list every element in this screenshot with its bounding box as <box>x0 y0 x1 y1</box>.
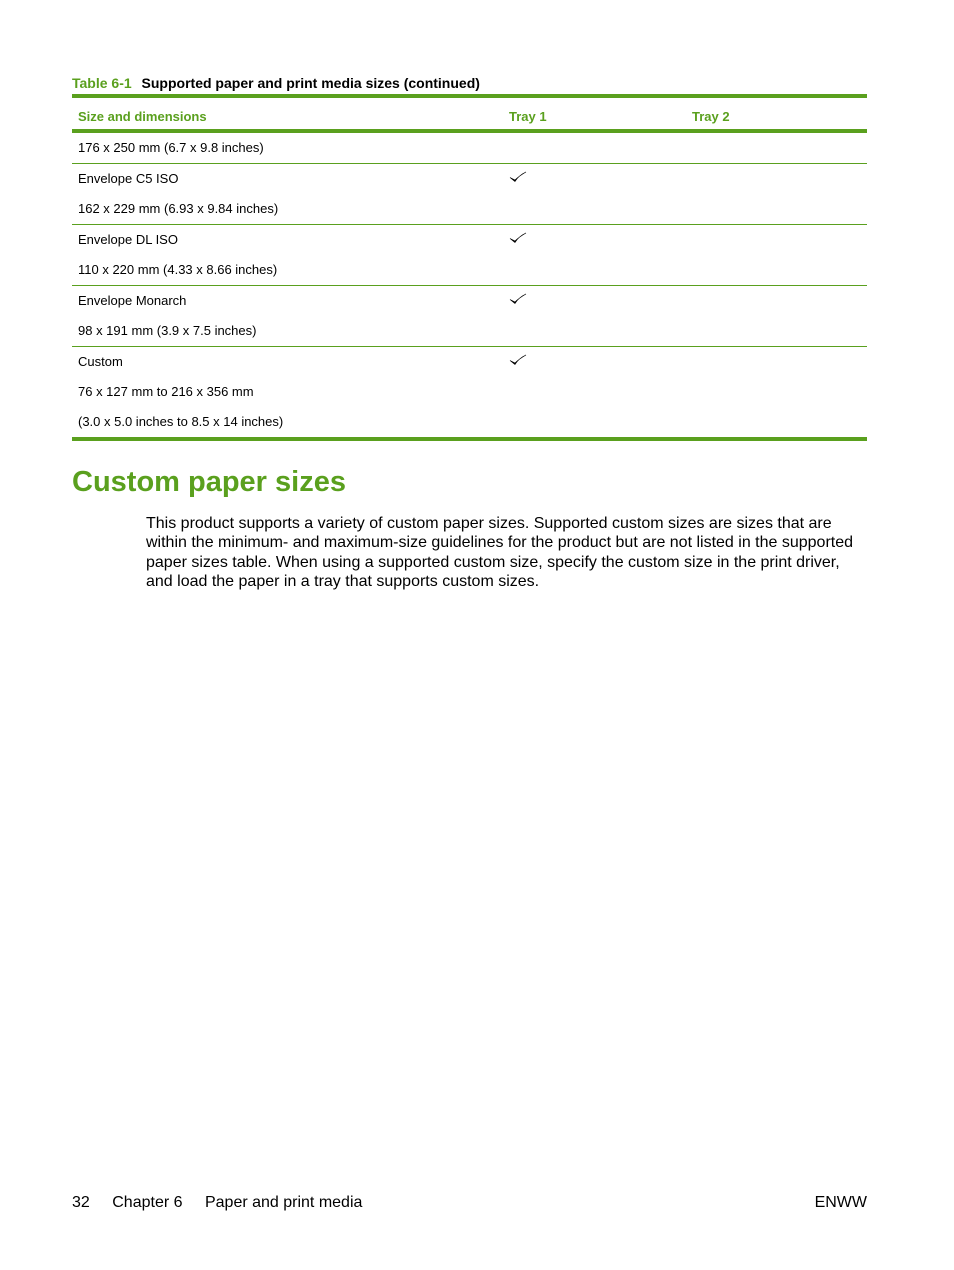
size-cell: Custom <box>78 354 123 369</box>
table-row <box>72 225 867 286</box>
row-line <box>72 316 867 346</box>
row-line <box>72 377 867 407</box>
table-bottom-rule <box>72 437 867 441</box>
size-cell: Envelope C5 ISO <box>78 171 179 186</box>
size-cell: 162 x 229 mm (6.93 x 9.84 inches) <box>78 201 279 216</box>
table-row <box>72 347 867 437</box>
checkmark-icon <box>509 171 527 183</box>
row-line <box>72 133 867 163</box>
header-tray1: Tray 1 <box>509 109 547 124</box>
size-cell: (3.0 x 5.0 inches to 8.5 x 14 inches) <box>78 414 284 429</box>
row-line <box>72 255 867 285</box>
checkmark-icon <box>509 293 527 305</box>
footer-left <box>72 1194 380 1212</box>
size-cell: 76 x 127 mm to 216 x 356 mm <box>78 384 254 399</box>
size-cell: Envelope Monarch <box>78 293 187 308</box>
table-row <box>72 164 867 225</box>
row-line <box>72 164 867 194</box>
table-row <box>72 133 867 164</box>
size-cell: 110 x 220 mm (4.33 x 8.66 inches) <box>78 262 278 277</box>
header-size: Size and dimensions <box>78 109 207 124</box>
row-line <box>72 225 867 255</box>
paper-sizes-table <box>72 94 867 441</box>
footer-brand: ENWW <box>814 1194 867 1211</box>
header-tray2: Tray 2 <box>692 109 730 124</box>
row-line <box>72 194 867 224</box>
row-line <box>72 347 867 377</box>
table-body <box>72 133 867 437</box>
section-title: Custom paper sizes <box>72 466 346 498</box>
page-number: 32 <box>72 1194 90 1211</box>
chapter-label: Chapter 6 <box>112 1194 183 1211</box>
size-cell: 98 x 191 mm (3.9 x 7.5 inches) <box>78 323 257 338</box>
size-cell: 176 x 250 mm (6.7 x 9.8 inches) <box>78 140 264 155</box>
row-line <box>72 407 867 437</box>
checkmark-icon <box>509 354 527 366</box>
table-title: Supported paper and print media sizes (continued) <box>141 75 480 91</box>
size-cell: Envelope DL ISO <box>78 232 178 247</box>
table-row <box>72 286 867 347</box>
section-body: This product supports a variety of custom paper sizes. Supported custom sizes are sizes that are within the minimum- and maximum-size guidelines for the product but are not listed in the supported paper sizes table. When using a supported custom size, specify the custom size in the print driver, and load the paper in a tray that supports custom sizes. <box>146 515 854 591</box>
chapter-title: Paper and print media <box>204 1194 363 1211</box>
table-caption <box>72 75 480 91</box>
row-line <box>72 286 867 316</box>
checkmark-icon <box>509 232 527 244</box>
table-number: Table 6-1 <box>72 75 132 91</box>
table-header-row <box>72 98 867 129</box>
